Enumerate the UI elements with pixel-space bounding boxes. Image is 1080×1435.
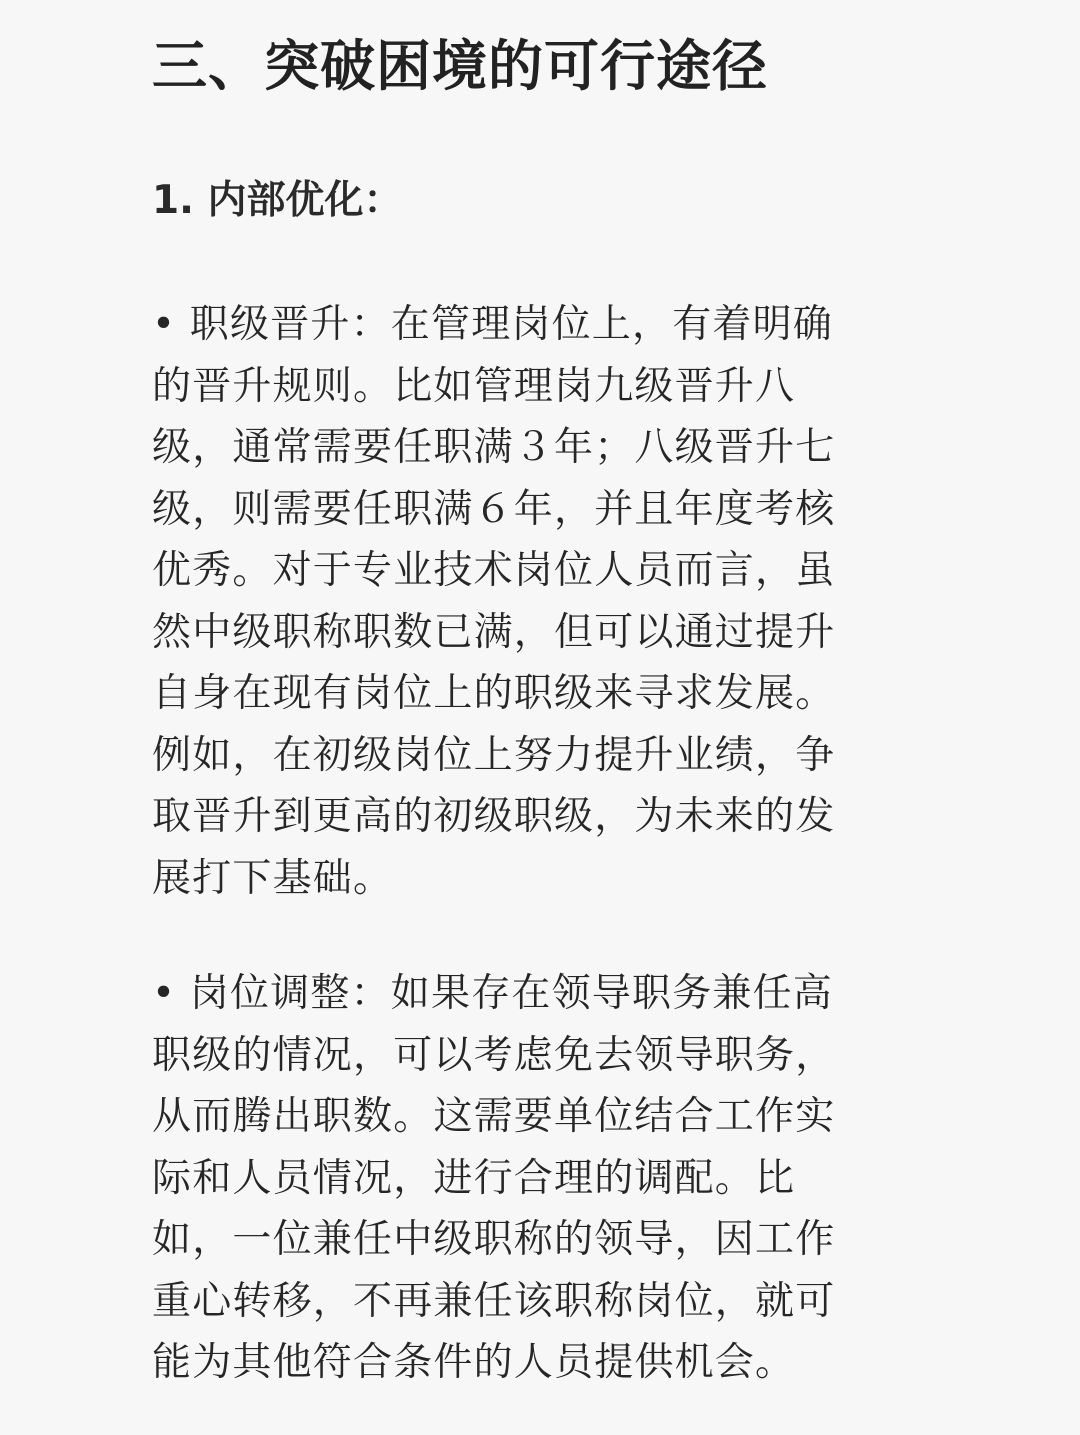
paragraph-line: • 职级晋升：在管理岗位上，有着明确 <box>152 302 834 347</box>
section-title: 三、突破困境的可行途径 <box>152 34 769 98</box>
paragraph-line: 际和人员情况，进行合理的调配。比 <box>152 1155 796 1201</box>
paragraph-line: 例如，在初级岗位上努力提升业绩，争 <box>152 732 836 778</box>
paragraph-line: 职级的情况，可以考虑免去领导职务， <box>152 1032 836 1078</box>
paragraph-line: 的晋升规则。比如管理岗九级晋升八 <box>152 363 796 409</box>
paragraph-line: 展打下基础。 <box>152 855 394 901</box>
paragraph-line: • 岗位调整：如果存在领导职务兼任高 <box>152 971 834 1016</box>
paragraph-line: 从而腾出职数。这需要单位结合工作实 <box>152 1094 836 1139</box>
paragraph-position-adjustment <box>152 963 835 1394</box>
paragraph-line: 如，一位兼任中级职称的领导，因工作 <box>152 1217 836 1262</box>
paragraph-rank-promotion <box>152 294 835 909</box>
paragraph-line: 级，则需要任职满６年，并且年度考核 <box>152 486 836 532</box>
paragraph-line: 优秀。对于专业技术岗位人员而言，虽 <box>152 548 836 593</box>
subheading-internal-optimization: 1. 内部优化： <box>152 178 403 223</box>
paragraph-line: 重心转移，不再兼任该职称岗位，就可 <box>152 1278 836 1324</box>
paragraph-line: 然中级职称职数已满，但可以通过提升 <box>152 609 836 655</box>
paragraph-line: 能为其他符合条件的人员提供机会。 <box>152 1340 796 1385</box>
paragraph-line: 取晋升到更高的初级职级，为未来的发 <box>152 794 836 839</box>
paragraph-line: 级，通常需要任职满３年；八级晋升七 <box>152 425 836 470</box>
paragraph-line: 自身在现有岗位上的职级来寻求发展。 <box>152 671 836 716</box>
